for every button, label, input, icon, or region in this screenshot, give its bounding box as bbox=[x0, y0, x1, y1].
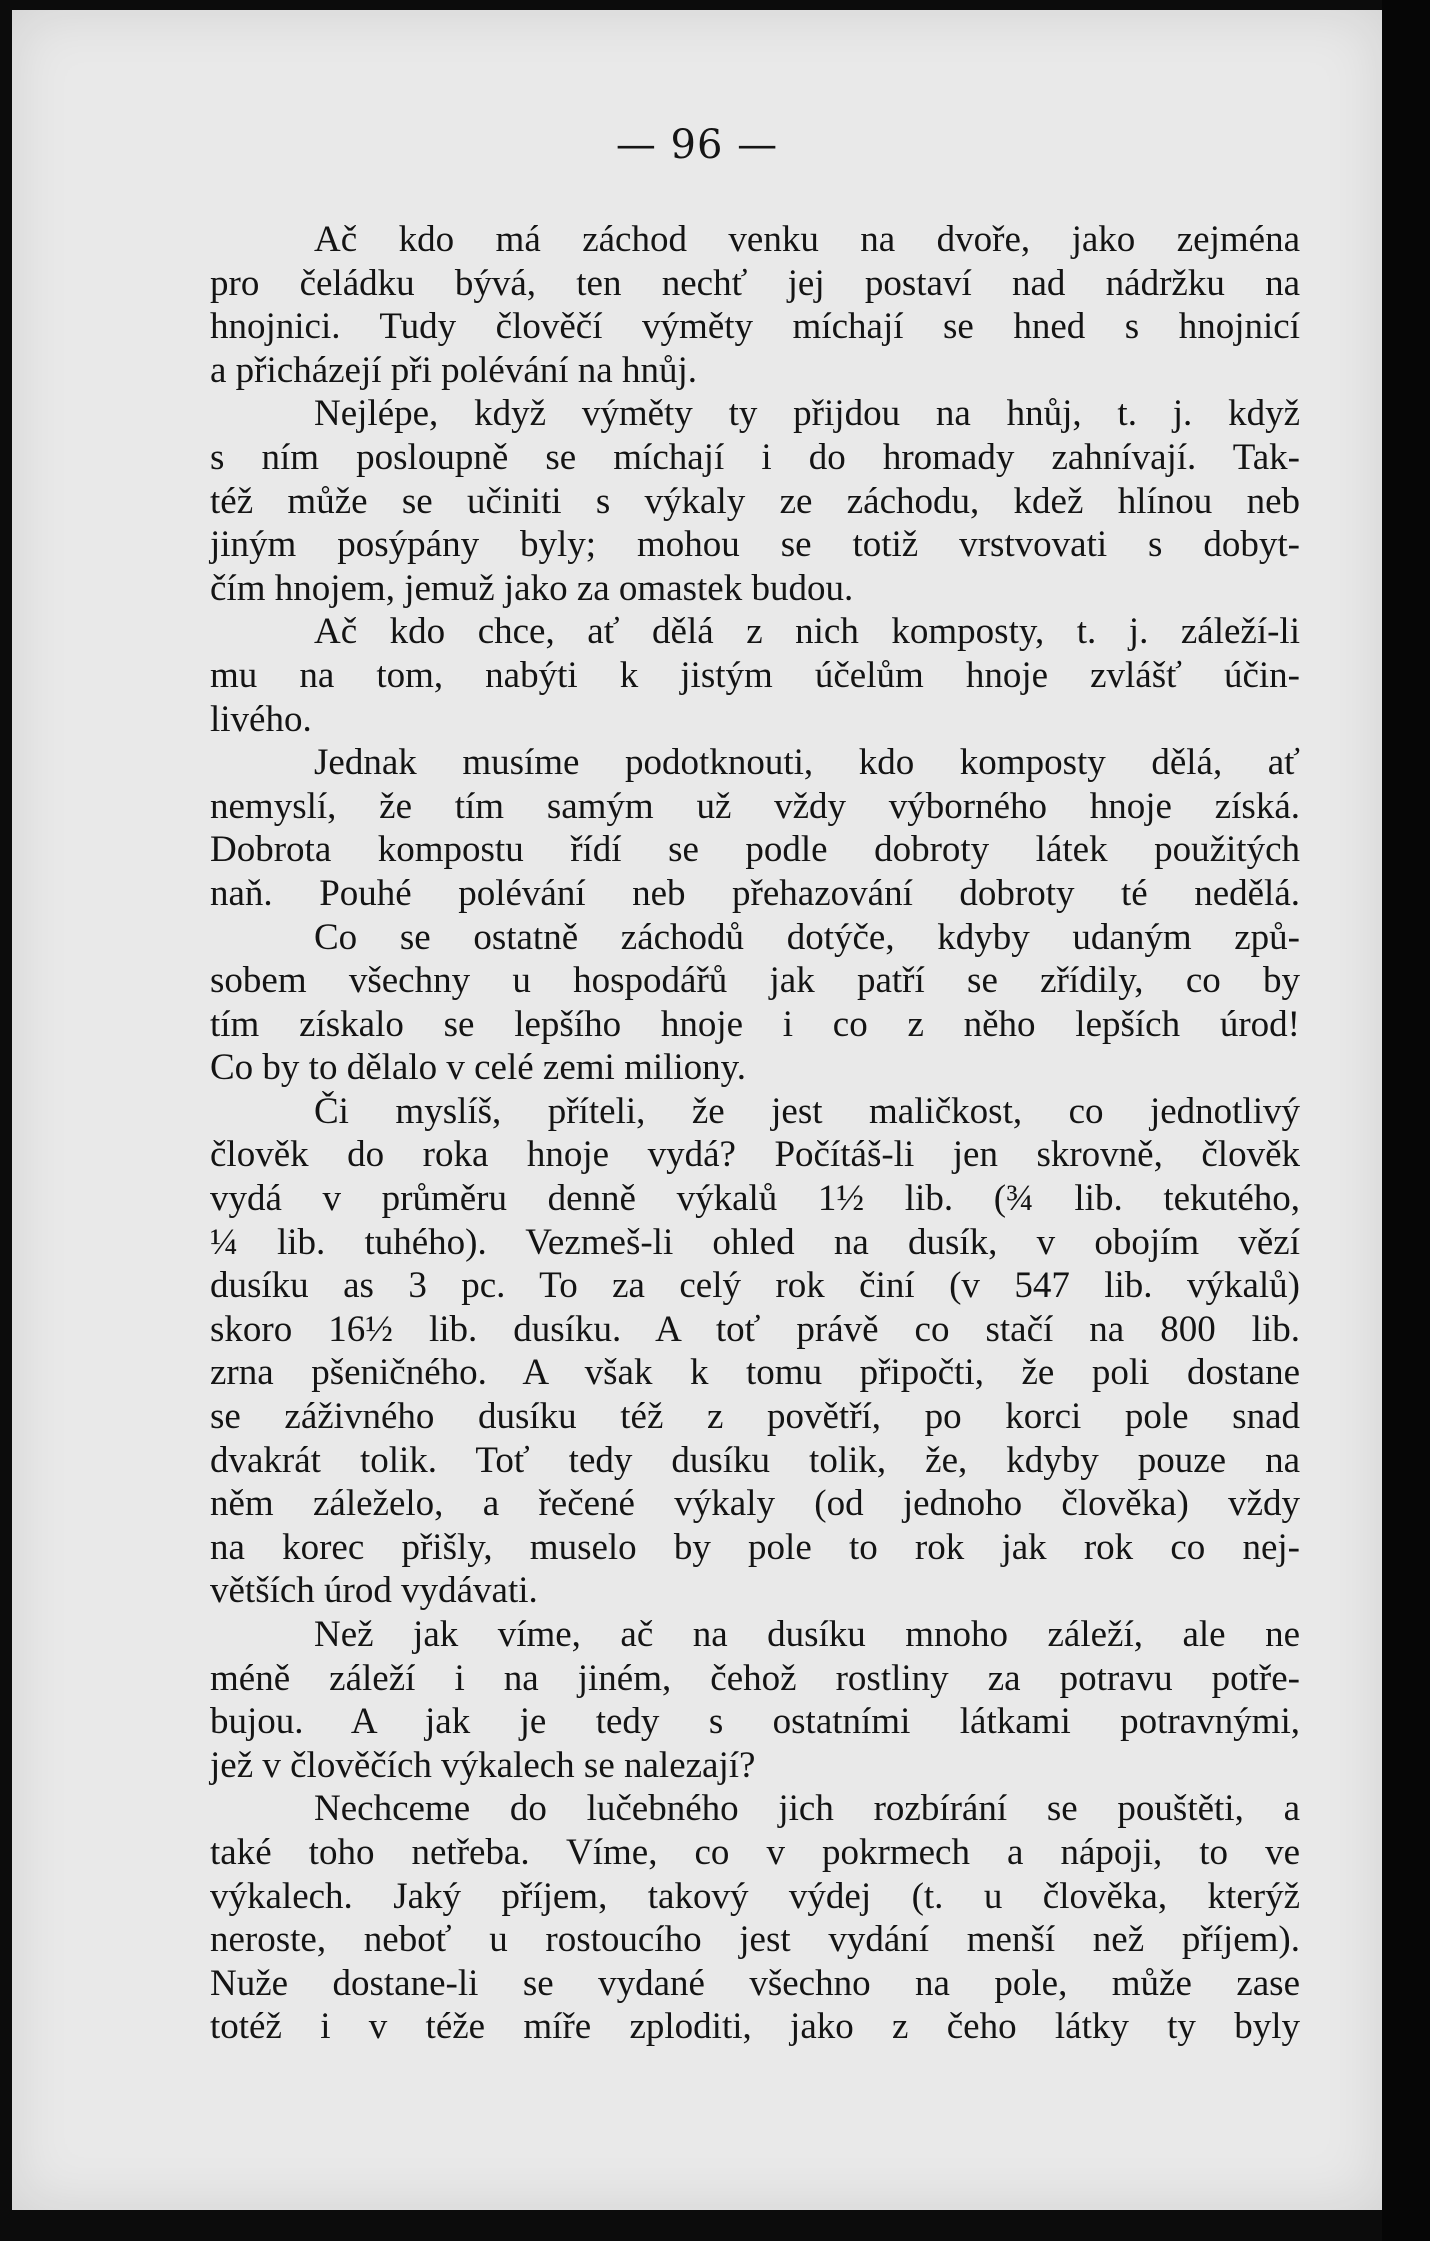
text-line: a přicházejí při polévání na hnůj. bbox=[210, 349, 697, 391]
scan-border bbox=[1382, 0, 1430, 2241]
text-line: Co by to dělalo v celé zemi miliony. bbox=[210, 1047, 747, 1089]
text-line: Než jak víme, ač na dusíku mnoho záleží, ale ne bbox=[314, 1614, 1300, 1655]
text-line: se záživného dusíku též z povětří, po korci pole snad bbox=[210, 1396, 1300, 1438]
text-line: větších úrod vydávati. bbox=[210, 1570, 538, 1612]
text-line: Nuže dostane-li se vydané všechno na pole, může zase bbox=[210, 1962, 1300, 2004]
text-line: ¼ lib. tuhého). Vezmeš-li ohled na dusík, v obojím vězí bbox=[210, 1221, 1300, 1263]
text-line: Ač kdo má záchod venku na dvoře, jako zejména bbox=[314, 219, 1300, 260]
text-line: čím hnojem, jemuž jako za omastek budou. bbox=[210, 567, 854, 609]
text-line: méně záleží i na jiném, čehož rostliny za potravu potře- bbox=[210, 1657, 1300, 1699]
text-line: jež v člověčích výkalech se nalezají? bbox=[210, 1744, 756, 1786]
text-line: pro čeládku bývá, ten nechť jej postaví nad nádržku na bbox=[210, 262, 1300, 304]
text-line: hnojnici. Tudy člověčí výměty míchají se hned s hnojnicí bbox=[210, 306, 1300, 348]
text-line: Či myslíš, příteli, že jest maličkost, co jednotlivý bbox=[314, 1090, 1300, 1132]
text-line: sobem všechny u hospodářů jak patří se zřídily, co by bbox=[210, 960, 1300, 1002]
text-line: Ač kdo chce, ať dělá z nich komposty, t. j. záleží-li bbox=[314, 611, 1300, 653]
text-line: jiným posýpány byly; mohou se totiž vrstvovati s dobyt- bbox=[210, 524, 1300, 566]
text-line: Dobrota kompostu řídí se podle dobroty látek použitých bbox=[210, 829, 1300, 871]
text-line: naň. Pouhé polévání neb přehazování dobroty té nedělá. bbox=[210, 872, 1300, 914]
text-line: dusíku as 3 pc. To za celý rok činí (v 547 lib. výkalů) bbox=[210, 1265, 1300, 1307]
text-line: Jednak musíme podotknouti, kdo komposty dělá, ať bbox=[314, 742, 1300, 784]
text-line: tím získalo se lepšího hnoje i co z něho lepších úrod! bbox=[210, 1003, 1300, 1045]
text-line: na korec přišly, muselo by pole to rok jak rok co nej- bbox=[210, 1526, 1300, 1568]
text-line: něm záleželo, a řečené výkaly (od jednoho člověka) vždy bbox=[210, 1483, 1300, 1525]
body-text bbox=[210, 218, 1300, 2049]
text-line: mu na tom, nabýti k jistým účelům hnoje zvlášť účin- bbox=[210, 654, 1300, 696]
text-line: nemyslí, že tím samým už vždy výborného hnoje získá. bbox=[210, 785, 1300, 827]
text-line: bujou. A jak je tedy s ostatními látkami potravnými, bbox=[210, 1701, 1300, 1743]
text-line: skoro 16½ lib. dusíku. A toť právě co stačí na 800 lib. bbox=[210, 1308, 1300, 1350]
text-line: výkalech. Jaký příjem, takový výdej (t. u člověka, kterýž bbox=[210, 1875, 1300, 1917]
book-page bbox=[12, 10, 1382, 2210]
text-line: dvakrát tolik. Toť tedy dusíku tolik, že, kdyby pouze na bbox=[210, 1439, 1300, 1481]
text-line: Nechceme do lučebného jich rozbírání se pouštěti, a bbox=[314, 1788, 1300, 1830]
page-number: — 96 — bbox=[615, 122, 779, 168]
text-line: neroste, neboť u rostoucího jest vydání menší než příjem). bbox=[210, 1919, 1300, 1961]
text-line: totéž i v téže míře zploditi, jako z čeho látky ty byly bbox=[210, 2006, 1300, 2048]
text-line: člověk do roka hnoje vydá? Počítáš-li jen skrovně, člověk bbox=[210, 1134, 1300, 1176]
text-line: s ním posloupně se míchají i do hromady zahnívají. Tak- bbox=[210, 436, 1300, 478]
text-line: také toho netřeba. Víme, co v pokrmech a nápoji, to ve bbox=[210, 1831, 1300, 1873]
text-line: zrna pšeničného. A však k tomu připočti, že poli dostane bbox=[210, 1352, 1300, 1394]
text-line: vydá v průměru denně výkalů 1½ lib. (¾ lib. tekutého, bbox=[210, 1178, 1300, 1220]
text-line: livého. bbox=[210, 698, 312, 740]
text-line: též může se učiniti s výkaly ze záchodu, kdež hlínou neb bbox=[210, 480, 1300, 522]
text-line: Co se ostatně záchodů dotýče, kdyby udaným způ- bbox=[314, 916, 1300, 958]
text-line: Nejlépe, když výměty ty přijdou na hnůj, t. j. když bbox=[314, 393, 1300, 435]
